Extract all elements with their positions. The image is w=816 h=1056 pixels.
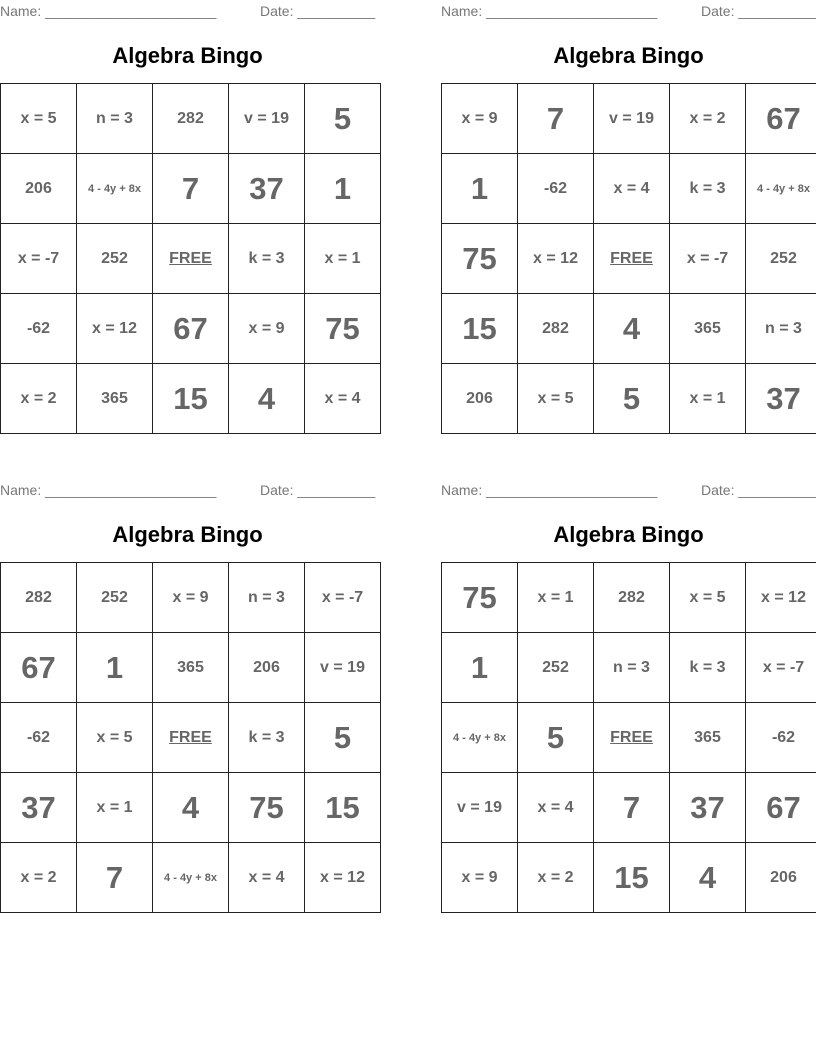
grid-cell: x = 5: [1, 84, 77, 154]
grid-cell: x = 4: [594, 154, 670, 224]
grid-cell: x = 9: [153, 563, 229, 633]
grid-cell: 4 - 4y + 8x: [746, 154, 816, 224]
grid-cell: x = 12: [305, 843, 381, 913]
grid-cell: x = -7: [670, 224, 746, 294]
grid-cell: -62: [1, 703, 77, 773]
grid-cell: x = 12: [746, 563, 816, 633]
grid-cell: x = 2: [1, 843, 77, 913]
grid-cell: v = 19: [594, 84, 670, 154]
grid-cell: x = 5: [77, 703, 153, 773]
grid-cell: 7: [77, 843, 153, 913]
grid-row: [1, 773, 381, 843]
card-title: Algebra Bingo: [553, 522, 704, 547]
grid-cell: k = 3: [229, 224, 305, 294]
grid-cell: x = 9: [229, 294, 305, 364]
grid-cell: 252: [746, 224, 816, 294]
grid-cell: x = 4: [229, 843, 305, 913]
grid-cell: 37: [229, 154, 305, 224]
grid-cell: 67: [153, 294, 229, 364]
grid-cell: x = 1: [77, 773, 153, 843]
grid-cell: x = 5: [518, 364, 594, 434]
grid-cell: 37: [1, 773, 77, 843]
name-line: Name: ______________________: [0, 3, 217, 19]
card-title: Algebra Bingo: [112, 43, 263, 68]
grid-row: [1, 364, 381, 434]
grid-cell: n = 3: [594, 633, 670, 703]
grid-cell: 75: [442, 563, 518, 633]
grid-row: [1, 84, 381, 154]
grid-row: [1, 703, 381, 773]
grid-cell: 365: [77, 364, 153, 434]
grid-cell: x = 5: [670, 563, 746, 633]
grid-cell: k = 3: [229, 703, 305, 773]
bingo-card-3: [0, 479, 375, 911]
grid-cell: x = 9: [442, 843, 518, 913]
grid-cell: x = -7: [305, 563, 381, 633]
free-space: FREE: [153, 224, 229, 294]
grid-cell: 5: [305, 84, 381, 154]
grid-cell: 1: [305, 154, 381, 224]
grid-row: [442, 224, 816, 294]
grid-cell: 365: [670, 294, 746, 364]
bingo-grid: [0, 83, 381, 434]
date-line: Date: __________: [260, 3, 376, 19]
grid-cell: 4: [229, 364, 305, 434]
grid-cell: x = 4: [305, 364, 381, 434]
grid-cell: x = 2: [1, 364, 77, 434]
grid-cell: x = 1: [670, 364, 746, 434]
grid-cell: 5: [305, 703, 381, 773]
grid-row: [442, 703, 816, 773]
grid-cell: x = 1: [518, 563, 594, 633]
date-line: Date: __________: [260, 482, 376, 498]
grid-row: [442, 773, 816, 843]
grid-cell: 4: [670, 843, 746, 913]
grid-cell: 75: [229, 773, 305, 843]
grid-cell: 252: [77, 224, 153, 294]
free-space: FREE: [153, 703, 229, 773]
grid-cell: 7: [518, 84, 594, 154]
date-line: Date: __________: [701, 3, 816, 19]
grid-row: [1, 843, 381, 913]
grid-cell: x = 1: [305, 224, 381, 294]
grid-cell: 37: [746, 364, 816, 434]
grid-cell: 7: [594, 773, 670, 843]
grid-cell: 67: [746, 773, 816, 843]
grid-cell: 37: [670, 773, 746, 843]
grid-row: [442, 843, 816, 913]
grid-row: [442, 294, 816, 364]
grid-cell: 206: [442, 364, 518, 434]
grid-row: [1, 563, 381, 633]
grid-cell: 15: [153, 364, 229, 434]
grid-row: [442, 633, 816, 703]
grid-cell: 75: [442, 224, 518, 294]
grid-cell: 365: [153, 633, 229, 703]
grid-cell: 282: [1, 563, 77, 633]
bingo-card-1: [0, 0, 375, 432]
grid-cell: 206: [229, 633, 305, 703]
grid-cell: 4 - 4y + 8x: [442, 703, 518, 773]
card-title: Algebra Bingo: [553, 43, 704, 68]
grid-cell: 282: [153, 84, 229, 154]
grid-cell: 252: [77, 563, 153, 633]
grid-cell: 5: [594, 364, 670, 434]
grid-row: [442, 364, 816, 434]
grid-cell: x = 2: [670, 84, 746, 154]
grid-cell: v = 19: [305, 633, 381, 703]
card-title: Algebra Bingo: [112, 522, 263, 547]
grid-row: [1, 294, 381, 364]
grid-cell: 252: [518, 633, 594, 703]
grid-cell: 282: [518, 294, 594, 364]
grid-cell: 1: [442, 154, 518, 224]
name-line: Name: ______________________: [441, 482, 658, 498]
grid-cell: 4 - 4y + 8x: [77, 154, 153, 224]
grid-cell: 206: [1, 154, 77, 224]
grid-row: [442, 563, 816, 633]
grid-cell: n = 3: [229, 563, 305, 633]
grid-cell: 206: [746, 843, 816, 913]
grid-cell: 75: [305, 294, 381, 364]
grid-cell: x = 9: [442, 84, 518, 154]
grid-cell: 4: [594, 294, 670, 364]
grid-cell: 67: [746, 84, 816, 154]
name-line: Name: ______________________: [0, 482, 217, 498]
name-line: Name: ______________________: [441, 3, 658, 19]
grid-row: [1, 633, 381, 703]
grid-cell: x = 12: [77, 294, 153, 364]
grid-cell: v = 19: [229, 84, 305, 154]
grid-cell: 7: [153, 154, 229, 224]
grid-row: [1, 224, 381, 294]
grid-cell: 1: [77, 633, 153, 703]
grid-cell: 15: [442, 294, 518, 364]
date-line: Date: __________: [701, 482, 816, 498]
grid-cell: k = 3: [670, 633, 746, 703]
bingo-card-4: [441, 479, 816, 911]
grid-cell: -62: [1, 294, 77, 364]
grid-cell: x = 4: [518, 773, 594, 843]
grid-cell: 67: [1, 633, 77, 703]
grid-cell: x = -7: [746, 633, 816, 703]
grid-cell: -62: [746, 703, 816, 773]
bingo-grid: [441, 562, 816, 913]
grid-cell: -62: [518, 154, 594, 224]
grid-cell: 1: [442, 633, 518, 703]
grid-cell: x = -7: [1, 224, 77, 294]
free-space: FREE: [594, 224, 670, 294]
free-space: FREE: [594, 703, 670, 773]
grid-cell: x = 2: [518, 843, 594, 913]
grid-cell: 15: [305, 773, 381, 843]
grid-cell: 365: [670, 703, 746, 773]
bingo-card-2: [441, 0, 816, 432]
grid-cell: 4 - 4y + 8x: [153, 843, 229, 913]
grid-cell: v = 19: [442, 773, 518, 843]
grid-cell: 15: [594, 843, 670, 913]
grid-cell: 282: [594, 563, 670, 633]
bingo-grid: [0, 562, 381, 913]
grid-cell: k = 3: [670, 154, 746, 224]
grid-row: [442, 84, 816, 154]
grid-row: [1, 154, 381, 224]
grid-cell: 5: [518, 703, 594, 773]
grid-cell: x = 12: [518, 224, 594, 294]
bingo-grid: [441, 83, 816, 434]
grid-cell: n = 3: [746, 294, 816, 364]
grid-row: [442, 154, 816, 224]
grid-cell: n = 3: [77, 84, 153, 154]
grid-cell: 4: [153, 773, 229, 843]
